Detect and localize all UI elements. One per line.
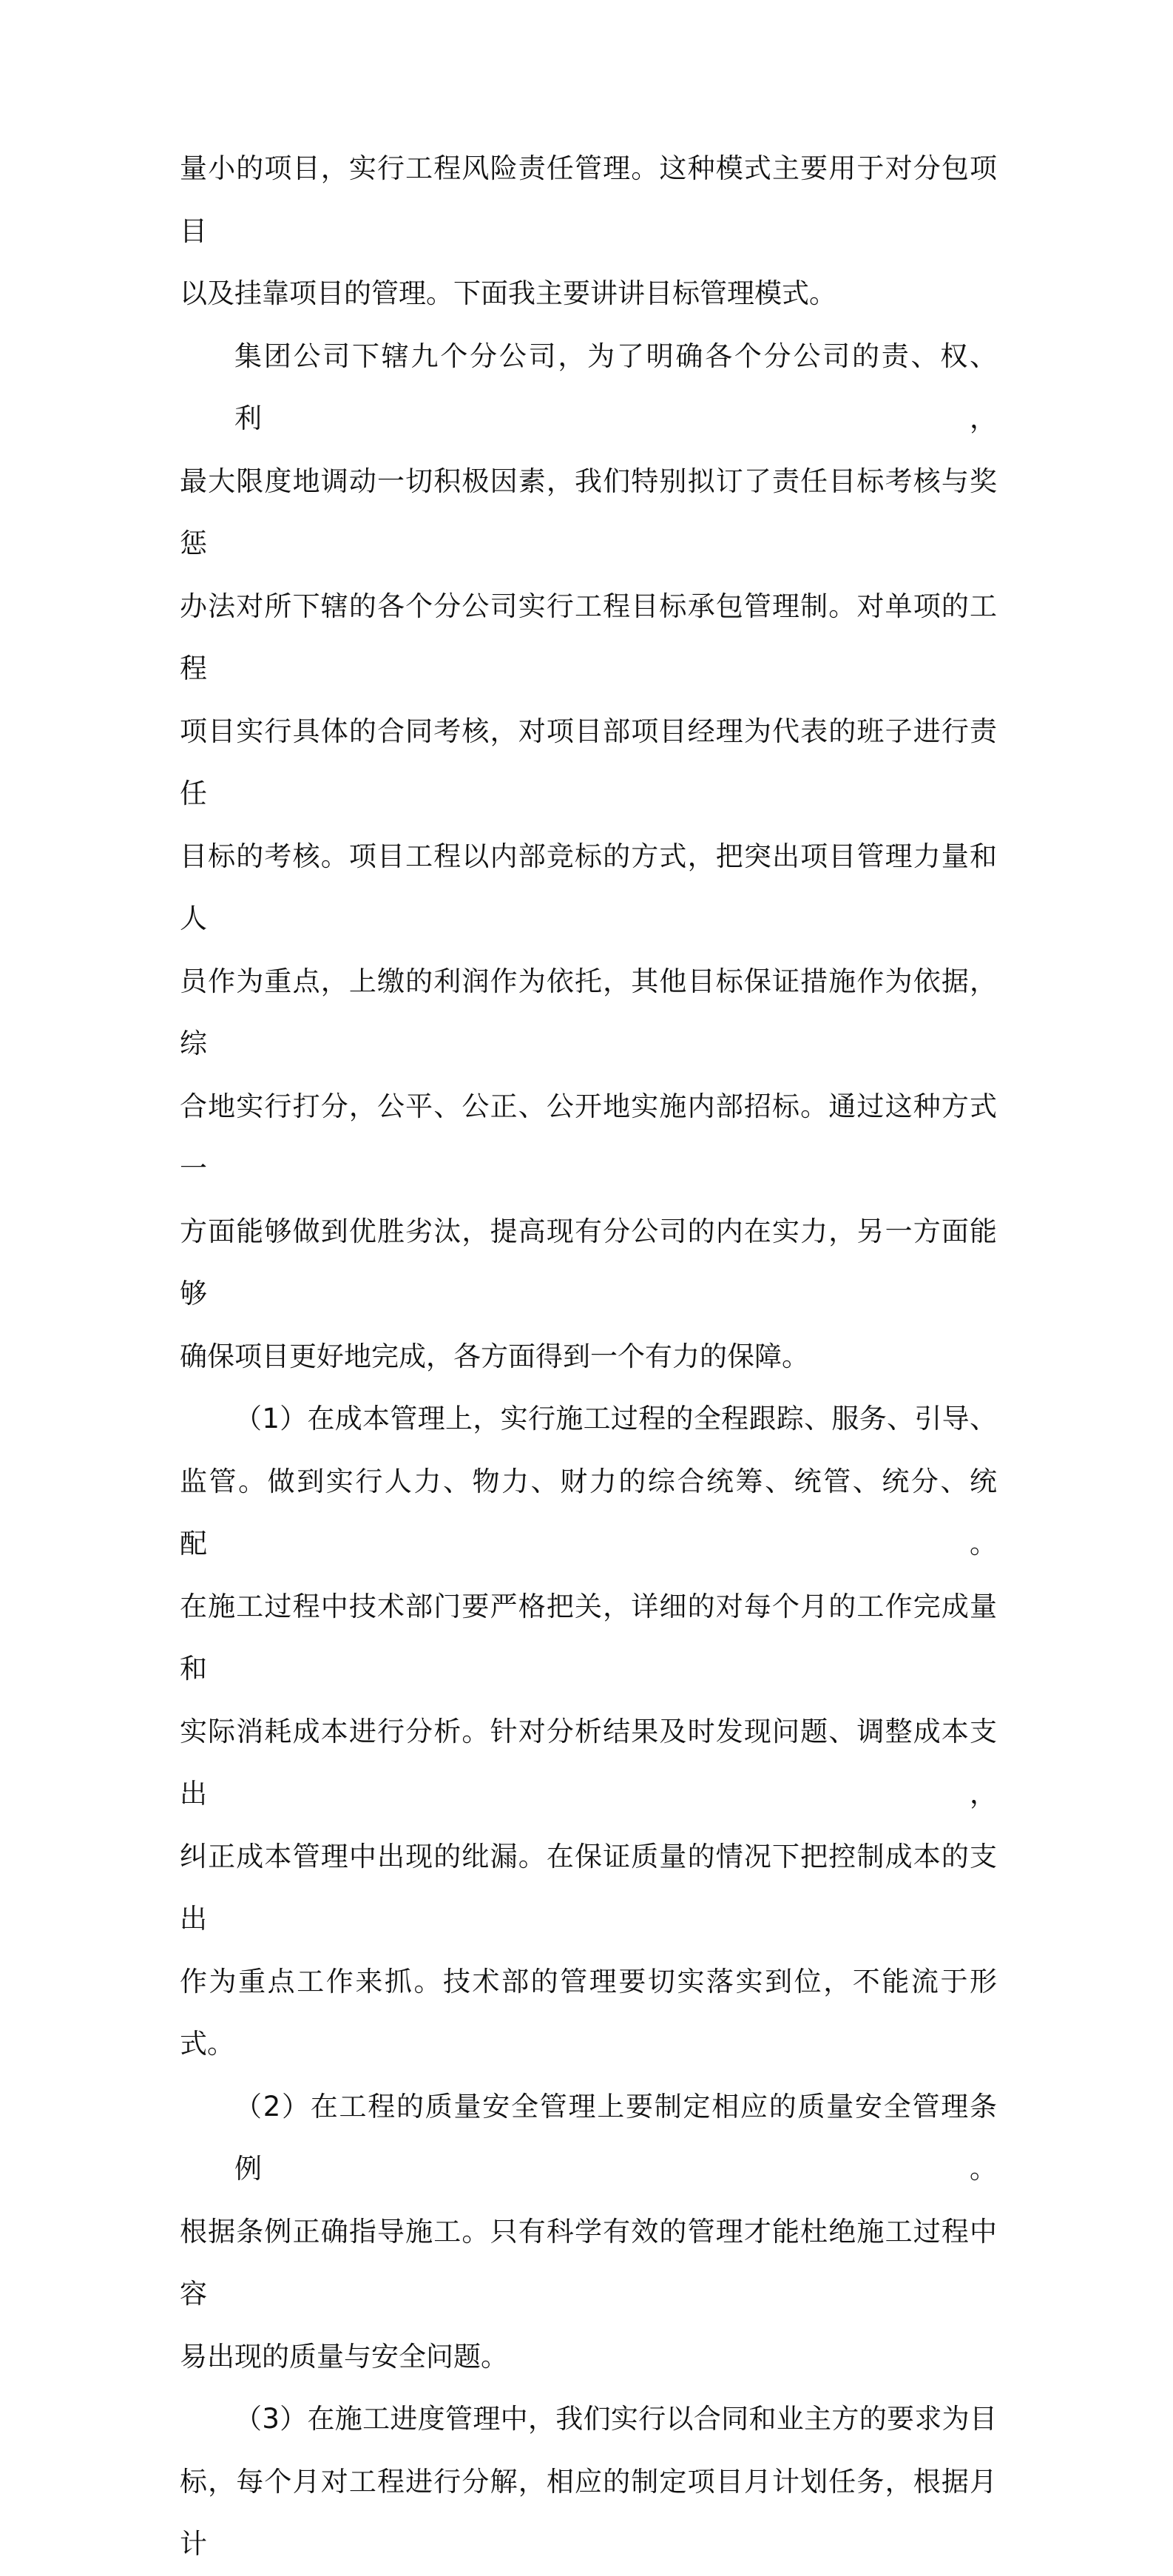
text-line: 办法对所下辖的各个分公司实行工程目标承包管理制。对单项的工程	[180, 590, 997, 684]
text-line: 最大限度地调动一切积极因素，我们特别拟订了责任目标考核与奖惩	[180, 465, 997, 559]
text-line: 实际消耗成本进行分析。针对分析结果及时发现问题、调整成本支出，	[180, 1715, 997, 1810]
text-line: （3）在施工进度管理中，我们实行以合同和业主方的要求为目	[234, 2403, 997, 2435]
text-line: 以及挂靠项目的管理。下面我主要讲讲目标管理模式。	[180, 277, 836, 309]
paragraph	[180, 2076, 997, 2389]
text-line: 确保项目更好地完成，各方面得到一个有力的保障。	[180, 1340, 809, 1372]
text-line: 易出现的质量与安全问题。	[180, 2340, 508, 2373]
text-line: 量小的项目，实行工程风险责任管理。这种模式主要用于对分包项目	[180, 152, 997, 247]
paragraph	[180, 326, 997, 1389]
paragraph	[180, 1388, 997, 2076]
paragraph	[180, 2388, 997, 2576]
text-line: 标，每个月对工程进行分解，相应的制定项目月计划任务，根据月计	[180, 2465, 997, 2560]
text-line: （2）在工程的质量安全管理上要制定相应的质量安全管理条例。	[234, 2090, 997, 2185]
text-line: 在施工过程中技术部门要严格把关，详细的对每个月的工作完成量和	[180, 1590, 997, 1685]
text-line: 纠正成本管理中出现的纰漏。在保证质量的情况下把控制成本的支出	[180, 1840, 997, 1935]
text-line: 监管。做到实行人力、物力、财力的综合统筹、统管、统分、统配。	[180, 1465, 997, 1560]
text-line: 集团公司下辖九个分公司，为了明确各个分公司的责、权、利，	[234, 340, 997, 434]
text-line: 员作为重点，上缴的利润作为依托，其他目标保证措施作为依据，综	[180, 965, 997, 1059]
paragraph	[180, 138, 997, 326]
text-line: 根据条例正确指导施工。只有科学有效的管理才能杜绝施工过程中容	[180, 2215, 997, 2310]
text-line: 合地实行打分，公平、公正、公开地实施内部招标。通过这种方式一	[180, 1090, 997, 1184]
text-line: 作为重点工作来抓。技术部的管理要切实落实到位，不能流于形式。	[180, 1965, 997, 2060]
text-line: 目标的考核。项目工程以内部竞标的方式，把突出项目管理力量和人	[180, 840, 997, 934]
text-line: （1）在成本管理上，实行施工过程的全程跟踪、服务、引导、	[234, 1403, 997, 1434]
body-text	[180, 138, 997, 2576]
text-line: 项目实行具体的合同考核，对项目部项目经理为代表的班子进行责任	[180, 715, 997, 809]
text-line: 方面能够做到优胜劣汰，提高现有分公司的内在实力，另一方面能够	[180, 1215, 997, 1309]
